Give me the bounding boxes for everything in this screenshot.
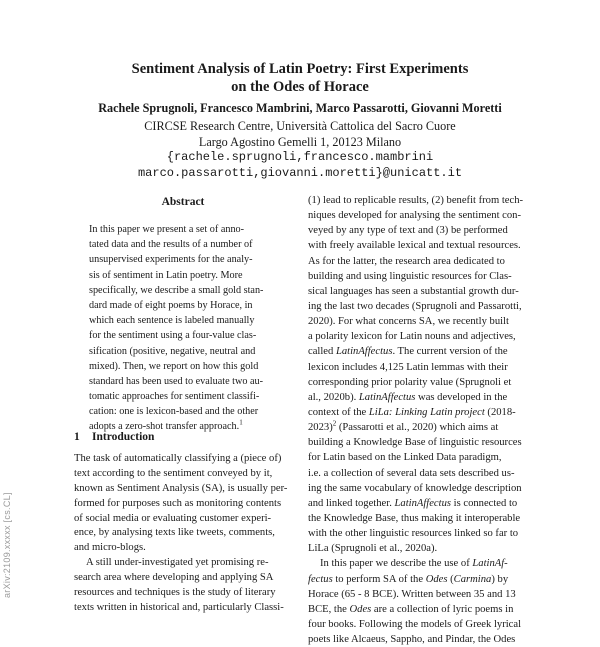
text-run: are a collection of lyric poems in: [371, 603, 514, 615]
body-line: sical languages has seen a substantial growth dur-: [308, 285, 519, 297]
introduction-body: [74, 452, 287, 616]
body-line: Horace (65 - 8 BCE). Written between 35 and 13: [308, 588, 516, 600]
intro-line: search area where developing and applying SA: [74, 572, 274, 584]
intro-line: and micro-blogs.: [74, 542, 146, 554]
text-run: is connected to: [451, 497, 518, 509]
body-line: [308, 405, 523, 420]
footnote-mark-1: 1: [239, 419, 243, 428]
abstract-line: mixed). Then, we report on how this gold: [89, 360, 259, 372]
abstract-line: which each sentence is labeled manually: [89, 315, 255, 327]
abstract-line: sis of sentiment in Latin poetry. More: [89, 269, 243, 281]
title-line-1: Sentiment Analysis of Latin Poetry: First Experiments: [131, 61, 469, 77]
body-line: building a Knowledge Base of linguistic resources: [308, 437, 522, 449]
abstract-line-text: adopts a zero-shot transfer approach.: [89, 421, 240, 433]
author-list: Rachele Sprugnoli, Francesco Mambrini, Marco Passarotti, Giovanni Moretti: [98, 101, 502, 115]
text-run: In this paper we describe the use of: [320, 558, 473, 570]
body-line: corresponding prior polarity value (Sprugnoli et: [308, 376, 512, 388]
resource-name-latinaffectus: LatinAffectus: [394, 497, 451, 509]
text-run: al., 2020b).: [308, 391, 359, 403]
body-line: lexicon includes 4,125 Latin lemmas with their: [308, 361, 508, 373]
body-line: (1) lead to replicable results, (2) benefit from tech-: [308, 195, 524, 206]
body-line: As for the latter, the research area dedicated to: [308, 255, 505, 267]
abstract-line: dard made of eight poems by Horace, in: [89, 299, 253, 311]
abstract-line: sification (positive, negative, neutral and: [89, 345, 256, 357]
text-run: to perform SA of the: [332, 573, 426, 585]
body-line: [308, 420, 523, 435]
text-run: . The current version of the: [392, 346, 508, 358]
email-line-1: {rachele.sprugnoli,francesco.mambrini: [166, 150, 434, 164]
abstract-line: for the sentiment using a four-value clas-: [89, 330, 257, 342]
body-line: [308, 556, 523, 571]
text-run: called: [308, 346, 336, 358]
body-line: four books. Following the models of Greek lyrical: [308, 618, 522, 630]
section-heading-introduction: [74, 431, 154, 443]
intro-line: The task of automatically classifying a (piece of): [74, 453, 282, 464]
email-line-2: marco.passarotti,giovanni.moretti}@unicatt.it: [137, 166, 463, 180]
body-line: ing the last two decades (Sprugnoli and Passarotti,: [308, 300, 522, 312]
body-line: 2020). For what concerns SA, we recently built: [308, 316, 509, 328]
text-run: ) by: [491, 573, 509, 585]
intro-line: A still under-investigated yet promising re-: [86, 557, 269, 569]
intro-line: known as Sentiment Analysis (SA), is usually per-: [74, 482, 288, 494]
affiliation-line-2: Largo Agostino Gemelli 1, 20123 Milano: [198, 135, 402, 149]
body-line: [308, 496, 523, 511]
body-line: building and using linguistic resources for Clas-: [308, 270, 512, 282]
work-title-carmina: Carmina: [453, 573, 492, 585]
resource-name-latinaffectus: fectus: [308, 573, 333, 585]
abstract-line: tated data and the results of a number of: [89, 239, 253, 251]
body-line: [308, 344, 523, 359]
work-title-odes: Odes: [349, 603, 372, 615]
affiliation-line-1: CIRCSE Research Centre, Università Cattolica del Sacro Cuore: [144, 119, 456, 133]
body-line: i.e. a collection of several data sets described us-: [308, 467, 515, 479]
abstract-line: unsupervised experiments for the analy-: [89, 254, 253, 266]
abstract-line: standard has been used to evaluate two au-: [89, 375, 263, 387]
title-line-2: on the Odes of Horace: [231, 79, 369, 95]
abstract-line: specifically, we describe a small gold stan-: [89, 284, 264, 296]
abstract-line: In this paper we present a set of anno-: [89, 224, 245, 235]
abstract-heading: Abstract: [161, 196, 205, 208]
abstract-line: tomatic approaches for sentiment classifi-: [89, 391, 260, 403]
intro-line: formed for purposes such as monitoring contents: [74, 497, 282, 509]
body-line: [308, 572, 523, 587]
text-run: BCE, the: [308, 603, 350, 615]
intro-line: text according to the sentiment conveyed by it,: [74, 467, 273, 479]
body-line: ing the same vocabulary of knowledge description: [308, 482, 522, 494]
text-run: 2023): [308, 422, 333, 434]
body-line: a polarity lexicon for Latin nouns and adjectives,: [308, 331, 516, 343]
abstract-line: cation: one is lexicon-based and the other: [89, 406, 259, 418]
text-run: (Passarotti et al., 2020) which aims at: [336, 422, 499, 434]
abstract-body: [89, 222, 263, 435]
text-run: (: [447, 573, 454, 585]
body-line: with freely available lexical and textual resources.: [308, 240, 521, 252]
intro-line: of social media or evaluating customer experi-: [74, 512, 272, 524]
body-line: [308, 390, 523, 405]
body-line: veyed by any type of text and (3) be performed: [308, 225, 508, 237]
project-name-lila: LiLa: Linking Latin project: [368, 406, 485, 418]
body-line: the Knowledge Base, thus making it interoperable: [308, 512, 521, 524]
arxiv-watermark: arXiv:2109.xxxxx [cs.CL]: [2, 492, 12, 598]
body-line: niques developed for analysing the sentiment con-: [308, 210, 521, 222]
intro-line: texts written in historical and, particularly Classi-: [74, 601, 284, 613]
paper-title: [60, 60, 540, 96]
text-run: and linked together.: [308, 497, 395, 509]
body-line: with the other linguistic resources linked so far to: [308, 528, 519, 540]
body-line: for Latin based on the Linked Data paradigm,: [308, 452, 502, 464]
text-run: (2018-: [484, 406, 516, 418]
intro-line: resources and techniques is the study of literary: [74, 587, 276, 599]
body-line: LiLa (Sprugnoli et al., 2020a).: [308, 543, 438, 555]
body-line: [308, 602, 523, 617]
body-line: poets like Alcaeus, Sappho, and Pindar, the Odes: [308, 634, 516, 646]
section-number: 1: [74, 431, 80, 443]
intro-line: ence, by analysing texts like tweets, comments,: [74, 527, 275, 539]
right-column-body: [308, 193, 523, 647]
work-title-odes: Odes: [425, 573, 448, 585]
section-title: Introduction: [92, 431, 155, 443]
resource-name-latinaffectus: LatinAffectus: [358, 391, 416, 403]
text-run: context of the: [308, 406, 369, 418]
text-run: was developed in the: [415, 391, 508, 403]
footnote-mark-2: 2: [332, 419, 337, 428]
resource-name-latinaffectus: LatinAffectus: [335, 346, 393, 358]
resource-name-latinaffectus: LatinAf-: [472, 558, 508, 570]
